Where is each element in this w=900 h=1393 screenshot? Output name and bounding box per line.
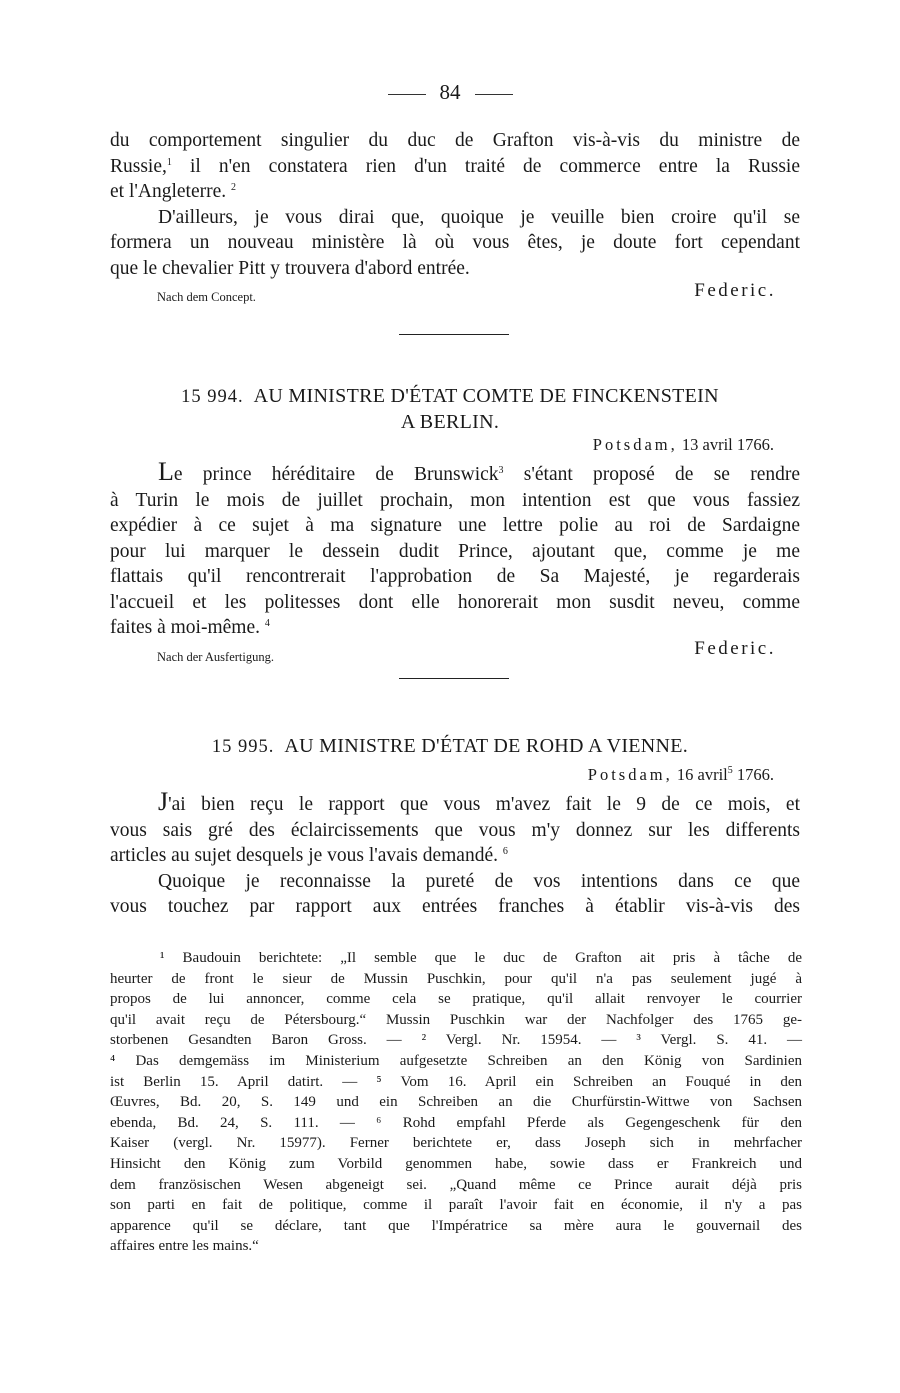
footnote-line: heurter de front le sieur de Mussin Puschkin, pour qu'il n'a pas seulement jugé à (110, 970, 802, 987)
page-number-dash-left (388, 94, 426, 95)
letter-title: AU MINISTRE D'ÉTAT COMTE DE FINCKENSTEIN (253, 385, 719, 407)
text-line: faites à moi-même. $^4$ (110, 617, 270, 638)
source-note: Nach der Ausfertigung. (157, 650, 274, 664)
text-line: Le prince héréditaire de Brunswick$^3$ s'étant proposé de se rendre (158, 457, 800, 486)
dateline (593, 435, 774, 455)
page-number-dash-right (475, 94, 513, 95)
initial-letter: L (158, 457, 174, 486)
dateline-place: Potsdam, (592, 435, 678, 454)
dateline (588, 765, 774, 785)
letter-number: 15 994. (181, 387, 244, 407)
text-line: Russie,$^1$ il n'en constatera rien d'un traité de commerce entre la Russie (110, 155, 800, 177)
letter-number: 15 995. (211, 737, 275, 757)
text-line: articles au sujet desquels je vous l'avais demandé. $^6$ (110, 845, 508, 866)
section-divider (399, 678, 509, 679)
dateline-place: Potsdam, (587, 765, 673, 784)
footnote-ref: 6 (502, 846, 508, 857)
page-number (0, 80, 900, 105)
footnote-line: ist Berlin 15. April datirt. — ⁵ Vom 16. April ein Schreiben an Fouqué in den (110, 1073, 802, 1090)
section-divider (399, 334, 509, 335)
dateline-year: 1766. (732, 765, 774, 784)
footnote-line: dem französischen Wesen abgeneigt sei. „Quand même ce Prince aurait déjà pris (110, 1176, 802, 1193)
text-line: flattais qu'il rencontrerait l'approbation de Sa Majesté, je regarderais (110, 566, 800, 587)
letter-title: AU MINISTRE D'ÉTAT DE ROHD A VIENNE. (284, 735, 689, 757)
signature: Federic. (694, 280, 776, 301)
text-line: à Turin le mois de juillet prochain, mon intention est que vous fassiez (110, 489, 800, 511)
footnote-line: Kaiser (vergl. Nr. 15977). Ferner berichtete er, dass Joseph sich in mehrfacher (110, 1135, 802, 1152)
footnote-ref: 2 (231, 182, 236, 193)
footnote-line: qu'il avait reçu de Pétersbourg.“ Mussin Puschkin war der Nachfolger des 1765 ge- (110, 1011, 802, 1028)
letter-2-body (110, 787, 800, 920)
text-line: vous touchez par rapport aux entrées franches à établir vis-à-vis des (110, 896, 800, 917)
letter-heading (0, 384, 900, 409)
footnote-line: son parti en fait de politique, comme il paraît l'avoir fait en économie, il n'y a pas (110, 1197, 802, 1214)
footnote-line: storbenen Gesandten Baron Gross. — ² Vergl. Nr. 15954. — ³ Vergl. S. 41. — (110, 1032, 802, 1049)
source-note: Nach dem Concept. (157, 290, 256, 304)
text-line: pour lui marquer le dessein dudit Prince, ajoutant que, comme je me (110, 540, 800, 562)
footnotes (110, 948, 802, 1257)
letter-heading-line2: A BERLIN. (400, 411, 500, 433)
text-line: expédier à ce sujet à ma signature une lettre polie au roi de Sardaigne (110, 515, 800, 536)
page-number-text: 84 (439, 80, 461, 104)
footnote-line: Hinsicht den König zum Vorbild genommen habe, sowie dass er Frankreich und (110, 1155, 802, 1172)
dateline-date: 13 avril 1766. (681, 435, 774, 454)
footnote-ref: 3 (498, 465, 504, 476)
footnote-ref: 1 (166, 156, 172, 168)
signature: Federic. (694, 638, 776, 659)
footnote-line: ebenda, Bd. 24, S. 111. — ⁶ Rohd empfahl Pferde als Gegengeschenk für den (110, 1114, 802, 1131)
top-paragraph (110, 128, 800, 281)
footnote-ref: 4 (264, 618, 270, 629)
dateline-date: 16 avril (676, 765, 728, 784)
footnote-line: propos de lui annoncer, comme cela se pratique, qu'il allait renvoyer le courrier (110, 991, 802, 1008)
letter-heading (0, 734, 900, 759)
text-line: que le chevalier Pitt y trouvera d'abord entrée. (110, 257, 470, 279)
text-line: et l'Angleterre. $^2$ (110, 181, 236, 202)
footnote-line: ⁴ Das demgemäss im Ministerium aufgesetzte Schreiben an den König von Sardinien (110, 1052, 802, 1069)
footnote-ref: 5 (727, 765, 733, 776)
text-line: Quoique je reconnaisse la pureté de vos intentions dans ce que (158, 870, 800, 892)
footnote-line: apparence qu'il se déclare, tant que l'Impératrice sa mère aura le gouvernail des (110, 1217, 802, 1234)
text-line: D'ailleurs, je vous dirai que, quoique je veuille bien croire qu'il se (158, 206, 800, 228)
text-line: J'ai bien reçu le rapport que vous m'avez fait le 9 de ce mois, et (158, 787, 800, 816)
letter-1-body (110, 457, 800, 641)
initial-letter: J (158, 787, 169, 816)
text-line: vous sais gré des éclaircissements que vous m'y donnez sur les differents (110, 819, 800, 841)
footnote-line: affaires entre les mains.“ (110, 1238, 259, 1255)
footnote-line: ¹ Baudouin berichtete: „Il semble que le duc de Grafton ait pris à tâche de (160, 950, 802, 966)
text-line: formera un nouveau ministère là où vous êtes, je doute fort cependant (110, 232, 800, 253)
footnote-line: Œuvres, Bd. 20, S. 149 und ein Schreiben an die Churfürstin-Wittwe von Sachsen (110, 1094, 802, 1111)
text-line: l'accueil et les politesses dont elle honorerait mon susdit neveu, comme (110, 591, 800, 613)
text-line: du comportement singulier du duc de Grafton vis-à-vis du ministre de (110, 130, 800, 151)
